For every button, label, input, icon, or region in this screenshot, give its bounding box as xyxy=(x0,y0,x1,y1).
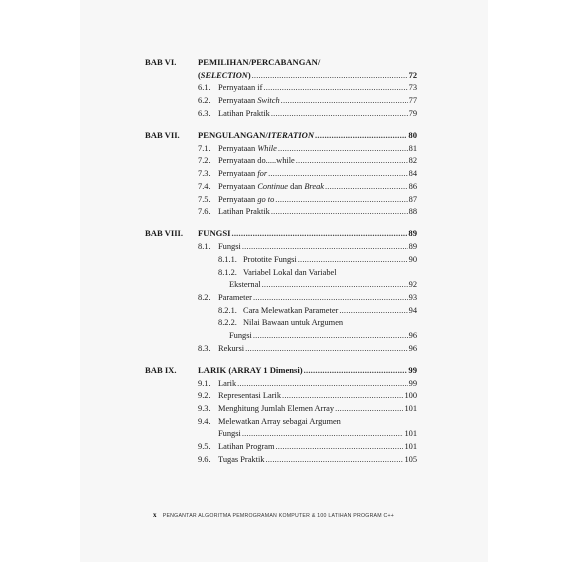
toc-entry-row xyxy=(145,155,417,166)
entry-page-number: 87 xyxy=(408,194,417,204)
entry-page-number: 89 xyxy=(408,228,417,239)
entry-title: Fungsi xyxy=(218,429,241,439)
toc-entry-row xyxy=(145,441,417,452)
entry-title: Pernyataan go to xyxy=(218,194,275,204)
entry-title-line xyxy=(229,330,417,341)
entry-page-number: 92 xyxy=(408,280,417,290)
entry-title: Pernyataan do.....while xyxy=(218,156,295,166)
dot-leader xyxy=(315,130,407,141)
entry-title: Eksternal xyxy=(229,280,261,290)
entry-page-number: 73 xyxy=(408,83,417,93)
entry-title: Pernyataan Switch xyxy=(218,96,280,106)
dot-leader xyxy=(253,292,408,303)
toc-entry-row xyxy=(145,416,417,427)
entry-page-number: 81 xyxy=(408,143,417,153)
subsection-number: 8.2.1. xyxy=(218,305,237,315)
entry-title-line xyxy=(218,95,417,106)
entry-title: Pernyataan if xyxy=(218,83,263,93)
entry-page-number: 86 xyxy=(408,181,417,191)
entry-page-number: 99 xyxy=(408,364,417,375)
section-number: 9.4. xyxy=(198,416,211,426)
entry-title-line xyxy=(243,254,417,265)
dot-leader xyxy=(253,330,408,341)
entry-title: Melewatkan Array sebagai Argumen xyxy=(218,416,341,426)
entry-title-line xyxy=(218,143,417,154)
entry-title-line xyxy=(218,155,417,166)
dot-leader xyxy=(271,108,408,119)
toc-entry-row xyxy=(145,95,417,106)
toc-chapter-row xyxy=(145,57,417,68)
entry-page-number: 82 xyxy=(408,156,417,166)
page-footer xyxy=(153,511,394,519)
entry-title-line xyxy=(218,428,417,439)
toc-entry-row xyxy=(145,428,417,439)
dot-leader xyxy=(242,241,408,252)
entry-title-line xyxy=(218,378,417,389)
toc-entry-row xyxy=(145,143,417,154)
entry-page-number: 93 xyxy=(408,292,417,302)
entry-title-line xyxy=(198,228,417,239)
entry-title-line xyxy=(218,390,417,401)
entry-page-number: 101 xyxy=(404,404,417,413)
entry-title-line xyxy=(198,57,417,68)
toc-entry-row xyxy=(145,378,417,389)
subsection-number: 8.2.2. xyxy=(218,318,237,328)
toc-entry-row xyxy=(145,317,417,328)
entry-page-number: 99 xyxy=(408,378,417,388)
dot-leader xyxy=(268,168,408,179)
toc-entry-row xyxy=(145,454,417,465)
entry-title-line xyxy=(218,168,417,179)
entry-title: Prototite Fungsi xyxy=(243,254,297,264)
toc-entry-row xyxy=(145,254,417,265)
entry-title-line xyxy=(198,130,417,141)
toc-entry-row xyxy=(145,330,417,341)
chapter-label: BAB VI. xyxy=(145,57,177,67)
dot-leader xyxy=(252,70,408,81)
entry-title-line xyxy=(218,206,417,217)
toc-entry-row xyxy=(145,70,417,81)
toc-entry-row xyxy=(145,403,417,414)
toc-entry-row xyxy=(145,82,417,93)
entry-title-line xyxy=(218,194,417,205)
dot-leader xyxy=(271,206,408,217)
toc-entry-row xyxy=(145,279,417,290)
dot-leader xyxy=(281,95,408,106)
entry-title-line xyxy=(229,279,417,290)
entry-title-line xyxy=(243,267,417,278)
entry-title-line xyxy=(243,317,417,328)
section-number: 7.4. xyxy=(198,181,211,191)
toc-entry-row xyxy=(145,181,417,192)
entry-title: Fungsi xyxy=(218,242,241,252)
entry-title: Pernyataan Continue dan Break xyxy=(218,181,324,191)
entry-title: PENGULANGAN/ITERATION xyxy=(198,130,315,140)
dot-leader xyxy=(237,378,407,389)
entry-title-line xyxy=(243,305,417,316)
section-number: 9.3. xyxy=(198,404,211,413)
page-number: x xyxy=(153,511,157,519)
dot-leader xyxy=(242,428,404,439)
entry-title: Variabel Lokal dan Variabel xyxy=(243,267,337,277)
section-number: 6.1. xyxy=(198,83,211,93)
toc-entry-row xyxy=(145,206,417,217)
entry-title-line xyxy=(218,403,417,414)
subsection-number: 8.1.2. xyxy=(218,267,237,277)
entry-page-number: 84 xyxy=(408,169,417,179)
chapter-label: BAB VII. xyxy=(145,130,180,140)
entry-title-line xyxy=(218,108,417,119)
dot-leader xyxy=(335,403,403,414)
toc-entry-row xyxy=(145,292,417,303)
entry-page-number: 94 xyxy=(408,305,417,315)
dot-leader xyxy=(231,228,407,239)
entry-title: (SELECTION) xyxy=(198,70,251,80)
section-number: 8.2. xyxy=(198,292,211,302)
entry-page-number: 105 xyxy=(404,454,417,464)
entry-title: Latihan Program xyxy=(218,442,275,452)
section-number: 8.1. xyxy=(198,242,211,252)
entry-page-number: 101 xyxy=(404,442,417,452)
section-number: 7.3. xyxy=(198,169,211,179)
toc-chapter-row xyxy=(145,130,417,141)
entry-title-line xyxy=(218,181,417,192)
entry-title-line xyxy=(198,365,417,376)
entry-page-number: 79 xyxy=(408,108,417,118)
section-number: 7.2. xyxy=(198,156,211,166)
entry-title-line xyxy=(218,292,417,303)
entry-title: LARIK (ARRAY 1 Dimensi) xyxy=(198,364,303,375)
entry-title: Pernyataan While xyxy=(218,143,277,153)
section-number: 8.3. xyxy=(198,343,211,353)
dot-leader xyxy=(245,343,408,354)
entry-page-number: 88 xyxy=(408,207,417,217)
dot-leader xyxy=(339,305,407,316)
toc-entry-row xyxy=(145,194,417,205)
section-number: 7.6. xyxy=(198,207,211,217)
section-number: 7.5. xyxy=(198,194,211,204)
entry-title-line xyxy=(218,416,417,427)
chapter-label: BAB IX. xyxy=(145,364,177,375)
entry-title: Menghitung Jumlah Elemen Array xyxy=(218,404,335,413)
entry-title-line xyxy=(198,70,417,81)
entry-title: Latihan Praktik xyxy=(218,108,270,118)
entry-page-number: 89 xyxy=(408,242,417,252)
toc-chapter-row xyxy=(145,228,417,239)
entry-page-number: 96 xyxy=(408,331,417,340)
entry-title: Larik xyxy=(218,378,237,388)
dot-leader xyxy=(275,194,407,205)
toc-entry-row xyxy=(145,305,417,316)
dot-leader xyxy=(265,454,403,465)
entry-title-line xyxy=(218,82,417,93)
section-number: 6.3. xyxy=(198,108,211,118)
dot-leader xyxy=(304,365,408,376)
chapter-label: BAB VIII. xyxy=(145,228,184,239)
dot-leader xyxy=(276,441,404,452)
section-number: 9.5. xyxy=(198,442,211,452)
section-number: 6.2. xyxy=(198,96,211,106)
section-number: 9.2. xyxy=(198,391,211,401)
entry-page-number: 72 xyxy=(408,70,417,80)
entry-page-number: 101 xyxy=(404,429,417,439)
entry-title: Nilai Bawaan untuk Argumen xyxy=(243,318,344,328)
toc-chapter-row xyxy=(145,365,417,376)
entry-title-line xyxy=(218,454,417,465)
entry-title: PEMILIHAN/PERCABANGAN/ xyxy=(198,57,321,67)
toc-entry-row xyxy=(145,390,417,401)
dot-leader xyxy=(262,279,408,290)
entry-page-number: 96 xyxy=(408,343,417,353)
entry-title: Rekursi xyxy=(218,343,245,353)
entry-page-number: 77 xyxy=(408,96,417,106)
toc-entry-row xyxy=(145,168,417,179)
dot-leader xyxy=(325,181,408,192)
dot-leader xyxy=(282,390,403,401)
entry-title: Latihan Praktik xyxy=(218,207,270,217)
section-number: 9.6. xyxy=(198,454,211,464)
toc-entry-row xyxy=(145,108,417,119)
toc-entry-row xyxy=(145,267,417,278)
running-title: PENGANTAR ALGORITMA PEMROGRAMAN KOMPUTER & 100 LATIHAN PROGRAM C++ xyxy=(162,513,395,519)
toc-entry-row xyxy=(145,343,417,354)
entry-title: Tugas Praktik xyxy=(218,454,265,464)
entry-title: Parameter xyxy=(218,292,252,302)
entry-page-number: 80 xyxy=(408,130,417,140)
dot-leader xyxy=(296,155,408,166)
subsection-number: 8.1.1. xyxy=(218,254,237,264)
entry-page-number: 100 xyxy=(404,391,417,401)
section-number: 7.1. xyxy=(198,143,211,153)
entry-title-line xyxy=(218,241,417,252)
toc-entry-row xyxy=(145,241,417,252)
entry-title: Pernyataan for xyxy=(218,169,268,179)
entry-title: Fungsi xyxy=(229,331,252,340)
entry-title-line xyxy=(218,343,417,354)
entry-title: Cara Melewatkan Parameter xyxy=(243,305,339,315)
section-number: 9.1. xyxy=(198,378,211,388)
entry-title-line xyxy=(218,441,417,452)
entry-title: FUNGSI xyxy=(198,228,231,239)
dot-leader xyxy=(263,82,407,93)
entry-page-number: 90 xyxy=(408,254,417,264)
entry-title: Representasi Larik xyxy=(218,391,282,401)
dot-leader xyxy=(298,254,408,265)
dot-leader xyxy=(278,143,408,154)
